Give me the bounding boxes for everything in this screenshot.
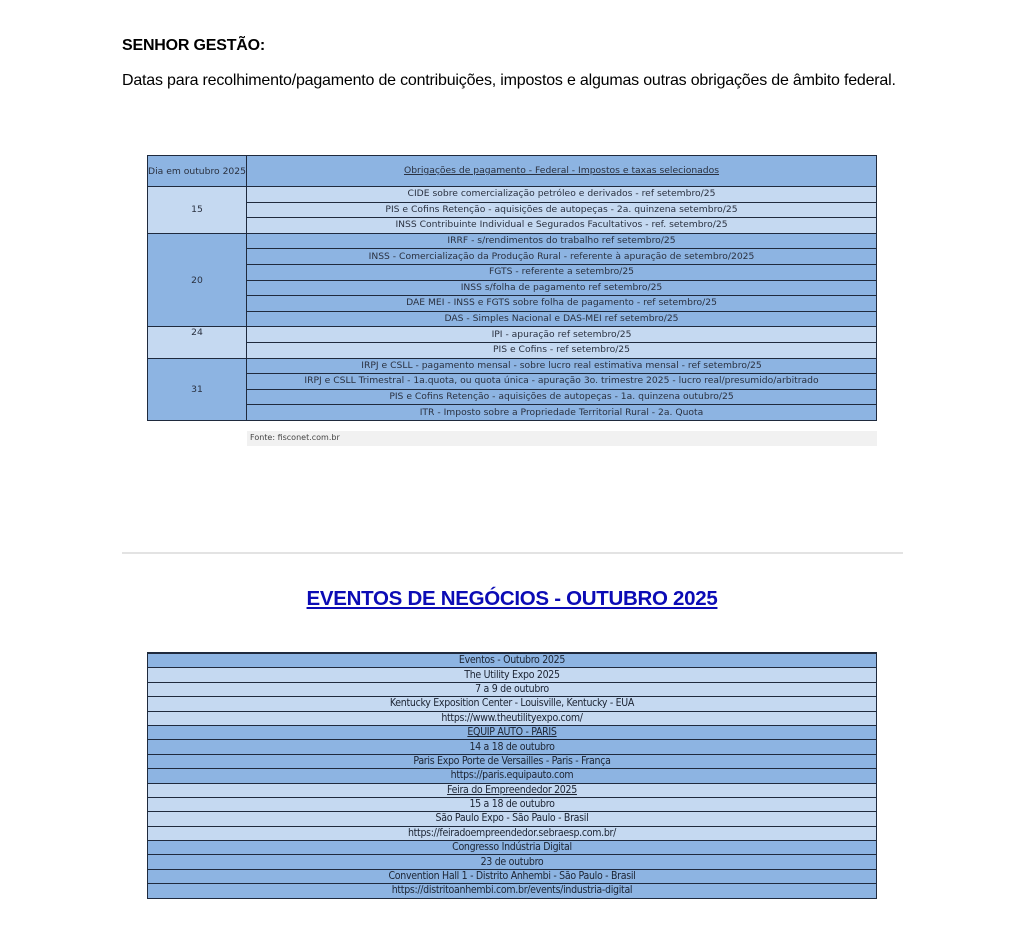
event-row [148, 754, 877, 768]
event-row [148, 682, 877, 696]
day-cell: 24 [148, 327, 247, 358]
federal-obligations-table [147, 155, 877, 421]
event-cell[interactable]: https://distritoanhembi.com.br/events/industria-digital [148, 884, 877, 898]
table-row [148, 280, 877, 296]
events-header-cell: Eventos - Outubro 2025 [148, 653, 877, 668]
obligation-cell: INSS s/folha de pagamento ref setembro/25 [247, 280, 877, 296]
event-cell[interactable]: https://www.theutilityexpo.com/ [148, 711, 877, 725]
table-row [148, 311, 877, 327]
section-heading: SENHOR GESTÃO: [122, 37, 265, 54]
event-cell: 14 a 18 de outubro [148, 740, 877, 754]
event-cell: 23 de outubro [148, 855, 877, 869]
event-cell[interactable]: https://paris.equipauto.com [148, 769, 877, 783]
event-row [148, 869, 877, 883]
event-cell: 7 a 9 de outubro [148, 682, 877, 696]
header-day: Dia em outubro 2025 [148, 156, 247, 187]
event-cell: EQUIP AUTO - PARIS [148, 725, 877, 739]
event-cell: Paris Expo Porte de Versailles - Paris - França [148, 754, 877, 768]
event-row [148, 711, 877, 725]
event-row [148, 725, 877, 739]
event-row [148, 812, 877, 826]
table-row [148, 187, 877, 203]
obligation-cell: DAE MEI - INSS e FGTS sobre folha de pagamento - ref setembro/25 [247, 296, 877, 312]
obligation-cell: DAS - Simples Nacional e DAS-MEI ref setembro/25 [247, 311, 877, 327]
table-row [148, 249, 877, 265]
events-title-link[interactable]: EVENTOS DE NEGÓCIOS - OUTUBRO 2025 [306, 587, 718, 610]
table-row [148, 327, 877, 343]
obligation-cell: IPI - apuração ref setembro/25 [247, 327, 877, 343]
obligation-cell: INSS - Comercialização da Produção Rural - referente à apuração de setembro/2025 [247, 249, 877, 265]
event-cell: Feira do Empreendedor 2025 [148, 783, 877, 797]
obligation-cell: FGTS - referente a setembro/25 [247, 264, 877, 280]
table-row [148, 296, 877, 312]
event-cell: Congresso Indústria Digital [148, 841, 877, 855]
day-cell: 15 [148, 187, 247, 234]
event-row [148, 841, 877, 855]
events-table [147, 652, 877, 899]
table-row [148, 202, 877, 218]
event-row [148, 740, 877, 754]
event-cell: São Paulo Expo - São Paulo - Brasil [148, 812, 877, 826]
event-row [148, 653, 877, 668]
table-header-row [148, 156, 877, 187]
table-row [148, 358, 877, 374]
event-row [148, 668, 877, 682]
event-row [148, 884, 877, 898]
event-cell: 15 a 18 de outubro [148, 797, 877, 811]
obligation-cell: INSS Contribuinte Individual e Segurados Facultativos - ref. setembro/25 [247, 218, 877, 234]
day-cell: 20 [148, 233, 247, 327]
table-row [148, 342, 877, 358]
event-row [148, 826, 877, 840]
event-row [148, 797, 877, 811]
event-row [148, 697, 877, 711]
source-blank-cell [147, 431, 247, 446]
table-row [148, 374, 877, 390]
table-row [148, 405, 877, 421]
obligation-cell: PIS e Cofins - ref setembro/25 [247, 342, 877, 358]
section-divider [122, 552, 903, 554]
obligation-cell: PIS e Cofins Retenção - aquisições de autopeças - 1a. quinzena outubro/25 [247, 389, 877, 405]
table-row [148, 233, 877, 249]
event-cell: The Utility Expo 2025 [148, 668, 877, 682]
table-row [148, 264, 877, 280]
event-cell: Convention Hall 1 - Distrito Anhembi - São Paulo - Brasil [148, 869, 877, 883]
event-cell: Kentucky Exposition Center - Louisville, Kentucky - EUA [148, 697, 877, 711]
intro-text: Datas para recolhimento/pagamento de contribuições, impostos e algumas outras obrigações de âmbito federal. [122, 72, 896, 89]
event-cell[interactable]: https://feiradoempreendedor.sebraesp.com.br/ [148, 826, 877, 840]
day-cell: 31 [148, 358, 247, 420]
obligation-cell: IRRF - s/rendimentos do trabalho ref setembro/25 [247, 233, 877, 249]
event-row [148, 783, 877, 797]
event-row [148, 769, 877, 783]
source-text: Fonte: fisconet.com.br [250, 433, 340, 442]
table-row [148, 389, 877, 405]
obligation-cell: IRPJ e CSLL Trimestral - 1a.quota, ou quota única - apuração 3o. trimestre 2025 - lucro real/presumido/arbitrado [247, 374, 877, 390]
source-note [147, 431, 877, 446]
header-obligations: Obrigações de pagamento - Federal - Impostos e taxas selecionados [247, 156, 877, 187]
obligation-cell: PIS e Cofins Retenção - aquisições de autopeças - 2a. quinzena setembro/25 [247, 202, 877, 218]
obligation-cell: CIDE sobre comercialização petróleo e derivados - ref setembro/25 [247, 187, 877, 203]
obligation-cell: IRPJ e CSLL - pagamento mensal - sobre lucro real estimativa mensal - ref setembro/25 [247, 358, 877, 374]
table-row [148, 218, 877, 234]
event-row [148, 855, 877, 869]
obligation-cell: ITR - Imposto sobre a Propriedade Territorial Rural - 2a. Quota [247, 405, 877, 421]
